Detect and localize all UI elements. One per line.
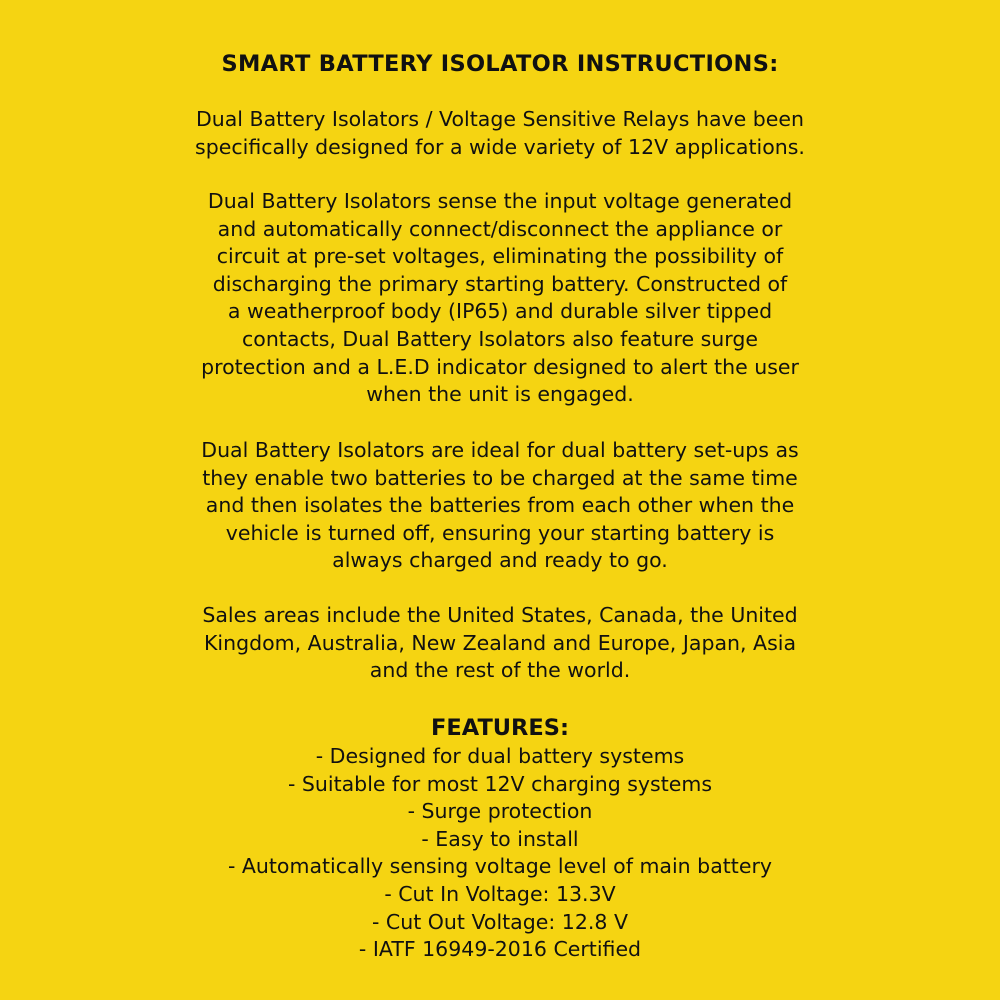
paragraph-line: Dual Battery Isolators sense the input voltage generated: [207, 189, 793, 213]
paragraph-line: always charged and ready to go.: [332, 548, 668, 573]
paragraph-line: contacts, Dual Battery Isolators also feature surge: [242, 326, 758, 351]
paragraph-line: a weatherproof body (IP65) and durable silver tipped: [227, 299, 773, 324]
feature-item: - Designed for dual battery systems: [315, 744, 685, 768]
paragraph-line: and then isolates the batteries from each other when the: [205, 493, 795, 518]
paragraph-line: Sales areas include the United States, Canada, the United: [202, 603, 798, 627]
paragraph-line: vehicle is turned off, ensuring your starting battery is: [225, 520, 775, 545]
paragraph-line: discharging the primary starting battery. Constructed of: [212, 271, 788, 296]
intro-paragraph: [0, 106, 1000, 161]
feature-item: - Suitable for most 12V charging systems: [287, 771, 713, 796]
feature-item: - Cut In Voltage: 13.3V: [384, 881, 616, 906]
paragraph-line: and the rest of the world.: [369, 658, 631, 683]
paragraph-line: Dual Battery Isolators are ideal for dual battery set-ups as: [201, 438, 799, 462]
feature-item: - IATF 16949-2016 Certified: [358, 937, 642, 962]
feature-item: - Surge protection: [407, 799, 593, 824]
paragraph-line: protection and a L.E.D indicator designed to alert the user: [201, 354, 799, 379]
paragraph-line: and automatically connect/disconnect the appliance or: [217, 216, 783, 241]
feature-item: - Automatically sensing voltage level of main battery: [227, 854, 773, 879]
paragraph-line: circuit at pre-set voltages, eliminating the possibility of: [216, 244, 784, 269]
features-heading: FEATURES:: [431, 715, 569, 741]
features-list: [0, 743, 1000, 964]
sales-areas-paragraph: [0, 602, 1000, 685]
paragraph-line: specifically designed for a wide variety of 12V applications.: [195, 134, 805, 159]
paragraph-line: when the unit is engaged.: [366, 382, 634, 407]
paragraph-line: they enable two batteries to be charged at the same time: [202, 465, 798, 490]
description-paragraph: [0, 188, 1000, 409]
usage-paragraph: [0, 437, 1000, 575]
feature-item: - Easy to install: [421, 826, 579, 851]
paragraph-line: Kingdom, Australia, New Zealand and Europe, Japan, Asia: [203, 630, 797, 655]
page-title: SMART BATTERY ISOLATOR INSTRUCTIONS:: [221, 51, 779, 77]
paragraph-line: Dual Battery Isolators / Voltage Sensitive Relays have been: [195, 107, 805, 131]
feature-item: - Cut Out Voltage: 12.8 V: [372, 909, 628, 934]
